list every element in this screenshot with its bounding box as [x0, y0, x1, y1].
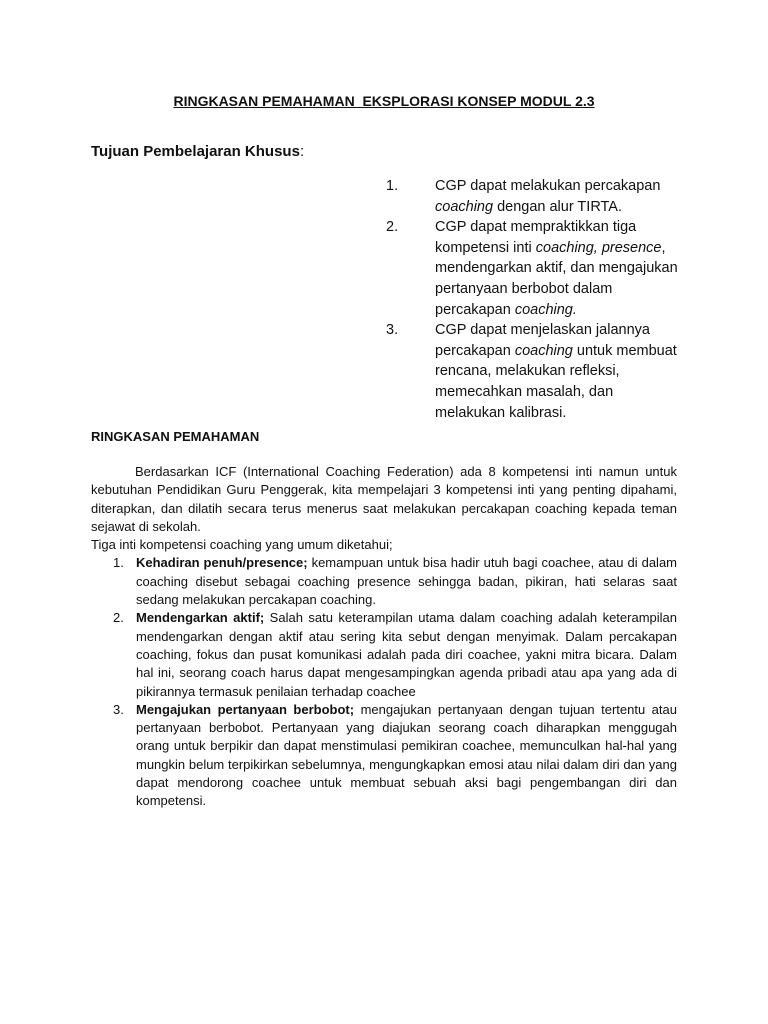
competency-number: 3. — [113, 701, 124, 717]
competency-item — [91, 701, 677, 811]
goal-text-part: CGP dapat mempraktikkan tiga kompetensi inti — [435, 219, 637, 256]
goal-number: 1. — [386, 178, 399, 194]
goals-list — [386, 176, 686, 423]
goal-number: 3. — [386, 322, 399, 339]
goal-item — [386, 176, 686, 217]
goal-text-italic: coaching — [435, 198, 494, 215]
goal-text-part: , mendengarkan aktif, dan mengajukan pertanyaan berbobot dalam percakapan — [435, 239, 678, 318]
goal-item — [386, 320, 686, 423]
competency-item — [91, 554, 677, 609]
competency-text: kemampuan untuk bisa hadir utuh bagi coachee, atau di dalam coaching disebut sebagai coaching presence sehingga badan, pikiran, hati selaras saat sedang melakukan percakapan coaching. — [136, 555, 677, 608]
goal-text-italic: coaching — [514, 342, 573, 359]
summary-body — [91, 463, 677, 811]
competency-term: Kehadiran penuh/presence; — [136, 555, 308, 571]
goals-heading-colon: : — [299, 143, 305, 160]
intro-paragraph: Berdasarkan ICF (International Coaching Federation) ada 8 kompetensi inti namun untuk kebutuhan Pendidikan Guru Penggerak, kita mempelajari 3 kompetensi inti yang penting dipahami, diterapkan, dan dilatih secara terus menerus saat melakukan percakapan coaching kepada teman sejawat di sekolah. — [91, 464, 677, 534]
list-intro: Tiga inti kompetensi coaching yang umum diketahui; — [91, 537, 393, 553]
competency-text: mengajukan pertanyaan dengan tujuan tertentu atau pertanyaan berbobot. Pertanyaan yang diajukan seorang coach diharapkan menggugah orang untuk berpikir dan dapat menstimulasi pemikiran coachee, memunculkan hal-hal yang mungkin belum terpikirkan sebelumnya, mengungkapkan emosi atau nilai dalam diri dan yang dapat mendorong coachee untuk membuat sebuah aksi bagi pengembangan diri dan kompetensi. — [136, 701, 677, 809]
goal-text-part: CGP dapat melakukan percakapan — [435, 178, 661, 194]
goal-text-part: CGP dapat menjelaskan jalannya percakapan — [435, 322, 650, 359]
goals-heading — [91, 143, 304, 160]
goal-text-part: untuk membuat rencana, melakukan refleksi, memecahkan masalah, dan melakukan kalibrasi. — [435, 342, 677, 421]
competency-list — [91, 554, 677, 810]
competency-text: Salah satu keterampilan utama dalam coaching adalah keterampilan mendengarkan dengan aktif atau sering kita sebut dengan menyimak. Dalam percakapan coaching, fokus dan pusat komunikasi adalah pada diri coachee, yakni mitra bicara. Dalam hal ini, seorang coach harus dapat mengesampingkan agenda pribadi atau apa yang ada di pikirannya termasuk penilaian terhadap coachee — [136, 610, 678, 699]
competency-item — [91, 609, 677, 700]
competency-term: Mengajukan pertanyaan berbobot; — [136, 701, 355, 717]
goal-text-part: dengan alur TIRTA. — [493, 198, 623, 215]
competency-number: 2. — [113, 610, 124, 626]
goal-text-italic: coaching. — [514, 301, 577, 318]
goal-text-italic: coaching, presence — [535, 239, 662, 256]
goal-number: 2. — [386, 219, 399, 236]
competency-term: Mendengarkan aktif; — [136, 610, 265, 626]
document-title: RINGKASAN PEMAHAMAN EKSPLORASI KONSEP MODUL 2.3 — [173, 93, 595, 109]
summary-heading: RINGKASAN PEMAHAMAN — [91, 429, 260, 444]
goal-item — [386, 217, 686, 320]
competency-number: 1. — [113, 555, 124, 571]
goals-heading-label: Tujuan Pembelajaran Khusus — [91, 143, 300, 160]
